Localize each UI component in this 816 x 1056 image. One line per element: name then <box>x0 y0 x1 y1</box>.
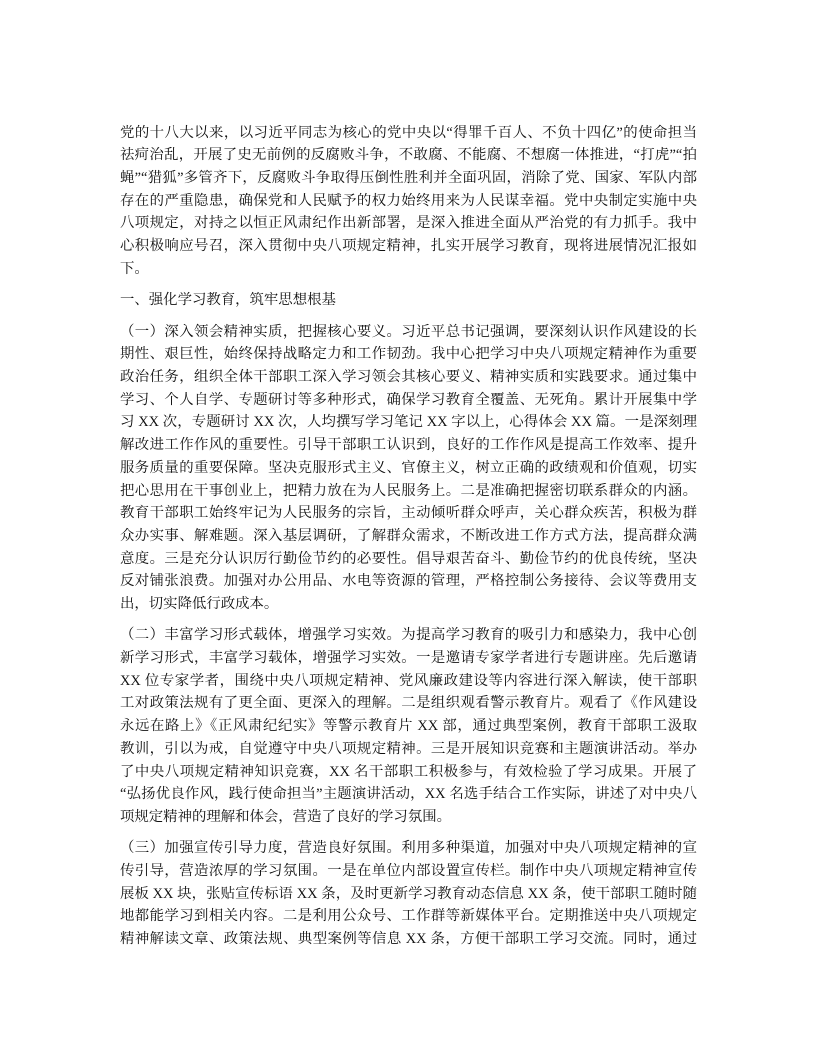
intro-paragraph <box>120 122 697 281</box>
paragraph-line: 传引导，营造浓厚的学习氛围。一是在单位内部设置宣传栏。制作中央八项规定精神宣传 <box>120 863 697 880</box>
paragraph-line: （三）加强宣传引导力度，营造良好氛围。利用多种渠道，加强对中央八项规定精神的宣 <box>120 840 697 857</box>
subsection-3-paragraph <box>120 837 697 950</box>
paragraph-line: 习 XX 次，专题研讨 XX 次，人均撰写学习笔记 XX 字以上，心得体会 XX 篇。一是深刻理 <box>120 414 697 431</box>
paragraph-line: 出，切实降低行政成本。 <box>120 595 279 612</box>
paragraph-line: 工对政策法规有了更全面、更深入的理解。二是组织观看警示教育片。观看了《作风建设 <box>120 695 697 712</box>
paragraph-line: 党的十八大以来，以习近平同志为核心的党中央以“得罪千百人、不负十四亿”的使命担当 <box>120 124 697 141</box>
subsection-2-paragraph <box>120 624 697 828</box>
paragraph-line: 存在的严重隐患，确保党和人民赋予的权力始终用来为人民谋幸福。党中央制定实施中央 <box>120 192 697 209</box>
paragraph-line: 了中央八项规定精神知识竞赛，XX 名干部职工积极参与，有效检验了学习成果。开展了 <box>120 763 697 780</box>
paragraph-line: 政治任务，组织全体干部职工深入学习领会其核心要义、精神实质和实践要求。通过集中 <box>120 369 697 386</box>
paragraph-line: 教育干部职工始终牢记为人民服务的宗旨，主动倾听群众呼声，关心群众疾苦，积极为群 <box>120 505 697 522</box>
paragraph-line: 永远在路上》《正风肃纪纪实》等警示教育片 XX 部，通过典型案例，教育干部职工汲取 <box>120 718 697 735</box>
paragraph-line: 蝇”“猎狐”多管齐下，反腐败斗争取得压倒性胜利并全面巩固，消除了党、国家、军队内部 <box>120 169 697 186</box>
paragraph-line: 教训，引以为戒，自觉遵守中央八项规定精神。三是开展知识竞赛和主题演讲活动。举办 <box>120 740 697 757</box>
paragraph-line: 把心思用在干事创业上，把精力放在为人民服务上。二是准确把握密切联系群众的内涵。 <box>120 482 697 499</box>
paragraph-line: “弘扬优良作风，践行使命担当”主题演讲活动，XX 名选手结合工作实际，讲述了对中央八 <box>120 786 697 803</box>
paragraph-line: 学习、个人自学、专题研讨等多种形式，确保学习教育全覆盖、无死角。累计开展集中学 <box>120 391 697 408</box>
paragraph-line: 展板 XX 块，张贴宣传标语 XX 条，及时更新学习教育动态信息 XX 条，使干部职工随时随 <box>120 885 697 902</box>
paragraph-line: 项规定精神的理解和体会，营造了良好的学习氛围。 <box>120 808 451 825</box>
paragraph-line: 新学习形式，丰富学习载体，增强学习实效。一是邀请专家学者进行专题讲座。先后邀请 <box>120 650 697 667</box>
paragraph-line: 服务质量的重要保障。坚决克服形式主义、官僚主义，树立正确的政绩观和价值观，切实 <box>120 459 697 476</box>
paragraph-line: （一）深入领会精神实质，把握核心要义。习近平总书记强调，要深刻认识作风建设的长 <box>120 323 697 340</box>
paragraph-line: 意度。三是充分认识厉行勤俭节约的必要性。倡导艰苦奋斗、勤俭节约的优良传统，坚决 <box>120 550 697 567</box>
paragraph-line: 地都能学习到相关内容。二是利用公众号、工作群等新媒体平台。定期推送中央八项规定 <box>120 908 697 925</box>
paragraph-line: 精神解读文章、政策法规、典型案例等信息 XX 条，方便干部职工学习交流。同时，通过 <box>120 931 697 948</box>
paragraph-line: （二）丰富学习形式载体，增强学习实效。为提高学习教育的吸引力和感染力，我中心创 <box>120 627 697 644</box>
paragraph-line: 解改进工作作风的重要性。引导干部职工认识到，良好的工作作风是提高工作效率、提升 <box>120 437 697 454</box>
paragraph-line: 八项规定，对持之以恒正风肃纪作出新部署，是深入推进全面从严治党的有力抓手。我中 <box>120 215 697 232</box>
section-heading: 一、强化学习教育，筑牢思想根基 <box>120 292 336 309</box>
paragraph-line: 心积极响应号召，深入贯彻中央八项规定精神，扎实开展学习教育，现将进展情况汇报如 <box>120 238 697 255</box>
paragraph-line: 众办实事、解难题。深入基层调研，了解群众需求，不断改进工作方式方法，提高群众满 <box>120 527 697 544</box>
paragraph-line: 下。 <box>120 260 149 277</box>
paragraph-line: 反对铺张浪费。加强对办公用品、水电等资源的管理，严格控制公务接待、会议等费用支 <box>120 573 697 590</box>
paragraph-line: XX 位专家学者，围绕中央八项规定精神、党风廉政建设等内容进行深入解读，使干部职 <box>120 672 697 689</box>
subsection-1-paragraph <box>120 321 697 616</box>
document-body <box>120 122 697 960</box>
paragraph-line: 期性、艰巨性，始终保持战略定力和工作韧劲。我中心把学习中央八项规定精神作为重要 <box>120 346 697 363</box>
paragraph-line: 祛疴治乱，开展了史无前例的反腐败斗争，不敢腐、不能腐、不想腐一体推进，“打虎”“拍 <box>120 147 697 164</box>
